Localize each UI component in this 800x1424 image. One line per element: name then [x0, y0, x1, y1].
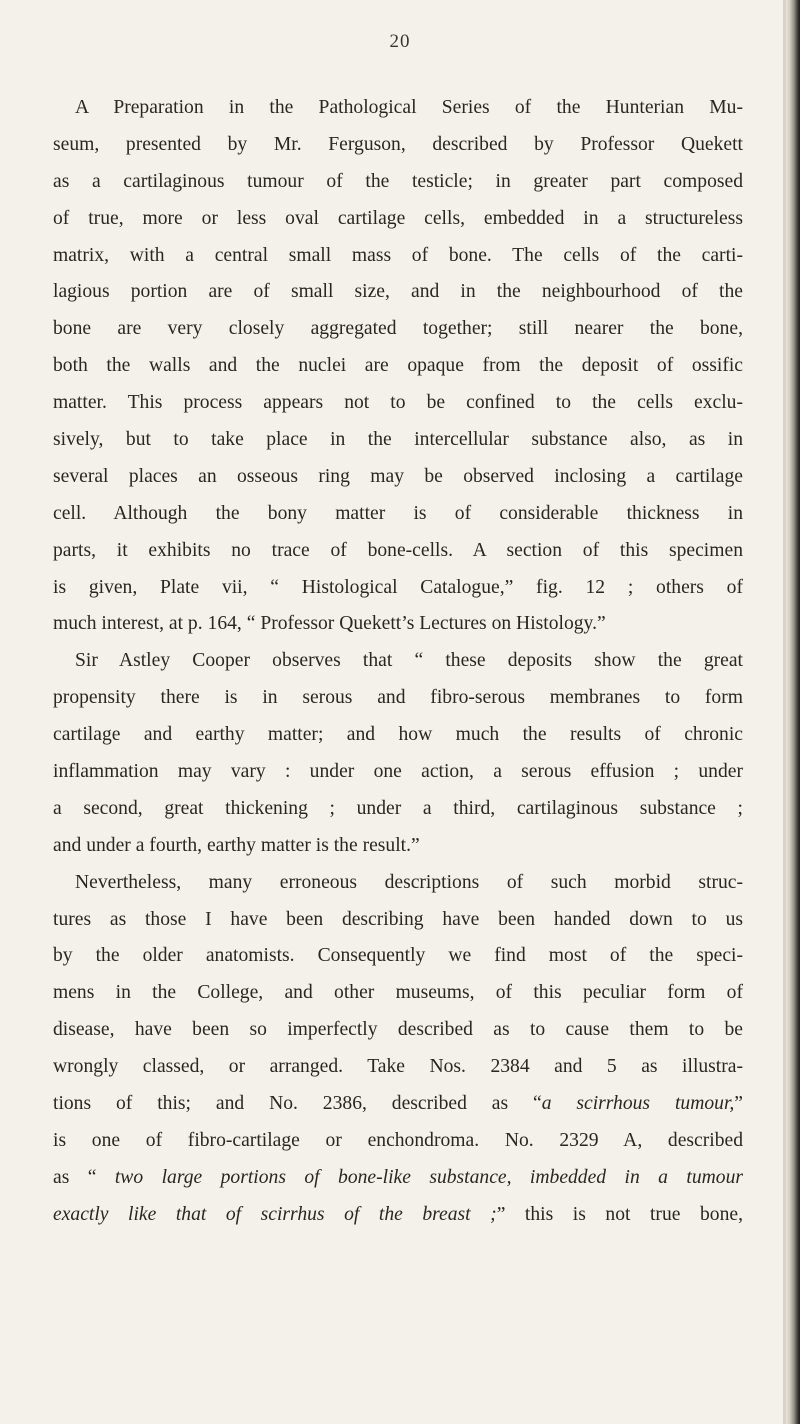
text-segment: is given, Plate vii, “ Histological Catalogue,” fig. 12 ; others of	[53, 576, 743, 598]
text-segment: ”	[734, 1093, 743, 1115]
text-segment: as “	[53, 1166, 115, 1188]
text-line	[53, 680, 743, 717]
text-line	[53, 1012, 743, 1049]
text-line	[53, 1197, 743, 1234]
text-segment: is one of fibro-cartilage or enchondroma. No. 2329 A, described	[53, 1129, 743, 1151]
text-line	[53, 533, 743, 570]
text-line	[53, 902, 743, 939]
text-segment: both the walls and the nuclei are opaque from the deposit of ossific	[53, 355, 743, 377]
text-segment: ” this is not true bone,	[496, 1203, 743, 1225]
text-line	[53, 422, 743, 459]
text-line	[53, 865, 743, 902]
text-line	[53, 791, 743, 828]
page-edge	[786, 0, 800, 1424]
text-line	[53, 385, 743, 422]
text-line	[53, 938, 743, 975]
text-line	[53, 1086, 743, 1123]
text-segment: seum, presented by Mr. Ferguson, described by Professor Quekett	[53, 133, 743, 155]
text-segment: tures as those I have been describing have been handed down to us	[53, 908, 743, 930]
text-line	[53, 459, 743, 496]
text-line	[53, 496, 743, 533]
text-segment: matrix, with a central small mass of bone. The cells of the carti-	[53, 244, 743, 266]
text-line	[53, 274, 743, 311]
text-segment: disease, have been so imperfectly described as to cause them to be	[53, 1019, 743, 1041]
text-line	[53, 975, 743, 1012]
text-segment: Nevertheless, many erroneous descriptions of such morbid struc-	[75, 871, 743, 893]
text-line	[53, 201, 743, 238]
text-segment: propensity there is in serous and fibro-serous membranes to form	[53, 687, 743, 709]
text-segment: a second, great thickening ; under a third, cartilaginous substance ;	[53, 797, 743, 819]
text-segment: several places an osseous ring may be observed inclosing a cartilage	[53, 465, 743, 487]
text-segment: lagious portion are of small size, and in the neighbourhood of the	[53, 281, 743, 303]
page-number: 20	[389, 31, 411, 52]
text-line	[53, 643, 743, 680]
text-line	[53, 1049, 743, 1086]
text-segment: tions of this; and No. 2386, described as “	[53, 1093, 542, 1115]
text-segment: and under a fourth, earthy matter is the result.”	[53, 834, 420, 856]
text-segment: A Preparation in the Pathological Series of the Hunterian Mu-	[75, 97, 743, 118]
text-segment: of true, more or less oval cartilage cells, embedded in a structureless	[53, 207, 743, 229]
italic-text: exactly like that of scirrhus of the breast ;	[53, 1203, 497, 1225]
text-segment: cell. Although the bony matter is of considerable thickness in	[53, 502, 743, 524]
text-segment: wrongly classed, or arranged. Take Nos. 2384 and 5 as illustra-	[53, 1056, 743, 1078]
text-line	[53, 754, 743, 791]
text-segment: sively, but to take place in the intercellular substance also, as in	[53, 429, 743, 451]
text-line	[53, 348, 743, 385]
text-line	[53, 717, 743, 754]
text-segment: bone are very closely aggregated together; still nearer the bone,	[53, 318, 743, 340]
italic-text: a scirrhous tumour,	[541, 1093, 735, 1115]
text-line	[53, 606, 743, 643]
text-line	[53, 164, 743, 201]
text-line	[53, 127, 743, 164]
text-segment: inflammation may vary : under one action, a serous effusion ; under	[53, 761, 743, 783]
text-line	[53, 1160, 743, 1197]
text-segment: by the older anatomists. Consequently we find most of the speci-	[53, 945, 743, 967]
text-line	[53, 238, 743, 275]
text-line	[53, 570, 743, 607]
text-segment: matter. This process appears not to be confined to the cells exclu-	[53, 392, 743, 414]
text-segment: cartilage and earthy matter; and how much the results of chronic	[53, 724, 743, 746]
body-text	[53, 90, 743, 1234]
text-segment: parts, it exhibits no trace of bone-cells. A section of this specimen	[53, 539, 743, 561]
text-line	[53, 1123, 743, 1160]
text-line	[53, 311, 743, 348]
text-line	[53, 828, 743, 865]
text-line	[53, 90, 743, 127]
text-segment: Sir Astley Cooper observes that “ these deposits show the great	[75, 650, 743, 672]
text-segment: much interest, at p. 164, “ Professor Quekett’s Lectures on Histology.”	[53, 613, 606, 635]
text-segment: as a cartilaginous tumour of the testicle; in greater part composed	[53, 170, 743, 192]
text-segment: mens in the College, and other museums, of this peculiar form of	[53, 982, 743, 1004]
italic-text: two large portions of bone-like substance, imbedded in a tumour	[114, 1166, 743, 1188]
